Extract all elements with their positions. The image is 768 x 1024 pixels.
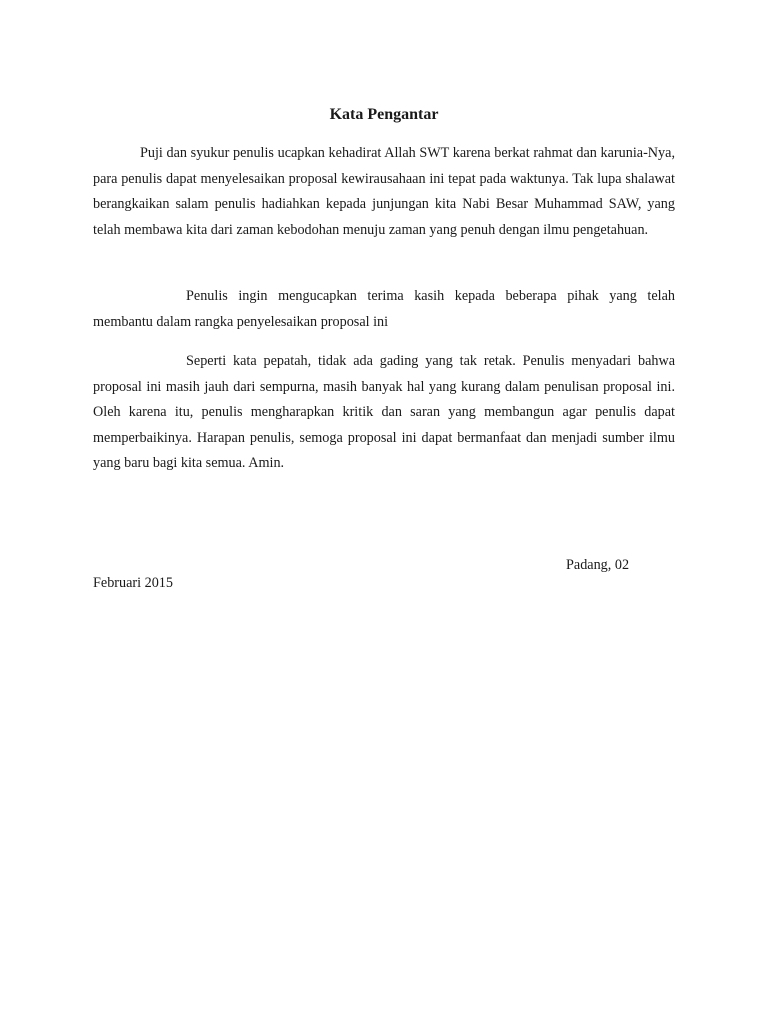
signature-place: Padang, 02	[566, 557, 630, 573]
paragraph-opening: Puji dan syukur penulis ucapkan kehadirat Allah SWT karena berkat rahmat dan karunia-Nya, para penulis dapat menyelesaikan proposal kewirausahaan ini tepat pada waktunya. Tak lupa shalawat berangkaikan salam penulis hadiahkan kepada junjungan kita Nabi Besar Muhammad SAW, yang telah membawa kita dari zaman kebodohan menuju zaman yang penuh dengan ilmu pengetahuan.	[93, 145, 675, 238]
paragraph-thanks: Penulis ingin mengucapkan terima kasih kepada beberapa pihak yang telah membantu dalam rangka penyelesaikan proposal ini	[93, 288, 675, 330]
signature-date: Februari 2015	[93, 575, 173, 591]
document-title: Kata Pengantar	[329, 106, 439, 123]
paragraph-closing: Seperti kata pepatah, tidak ada gading yang tak retak. Penulis menyadari bahwa proposal ini masih jauh dari sempurna, masih banyak hal yang kurang dalam penulisan proposal ini. Oleh karena itu, penulis mengharapkan kritik dan saran yang membangun agar penulis dapat memperbaikinya. Harapan penulis, semoga proposal ini dapat bermanfaat dan menjadi sumber ilmu yang baru bagi kita semua. Amin.	[93, 353, 675, 471]
